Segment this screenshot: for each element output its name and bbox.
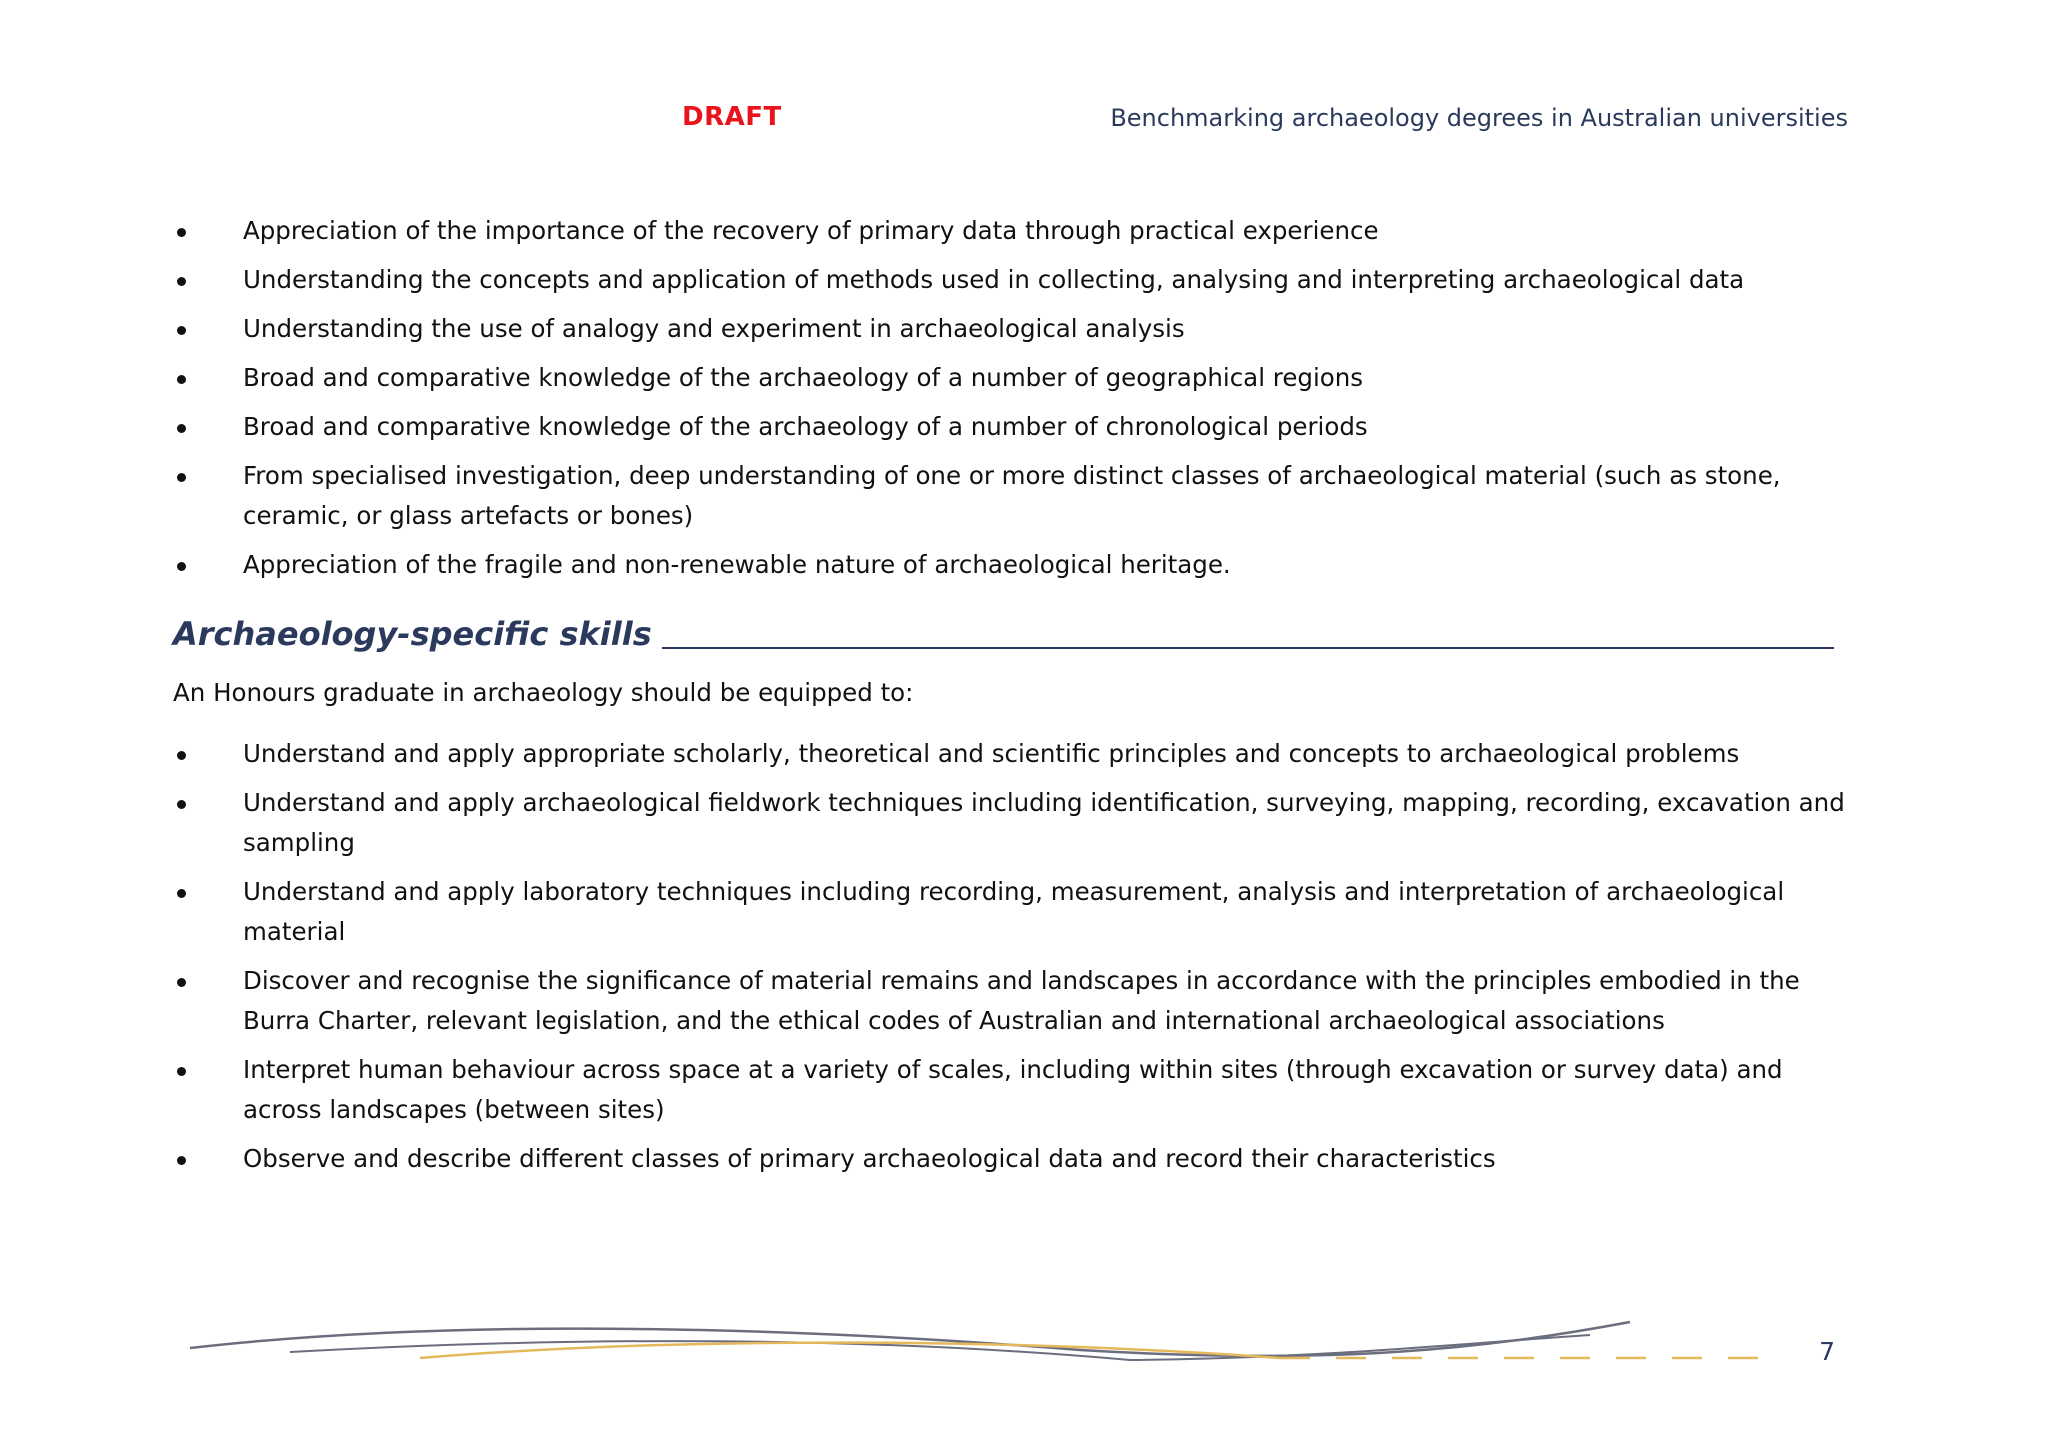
list-item-text: Understanding the use of analogy and experiment in archaeological analysis (243, 314, 1185, 343)
bullet-icon (177, 751, 186, 760)
list-item (173, 456, 1853, 536)
section-heading (173, 612, 1834, 656)
list-item (173, 545, 1853, 585)
swoosh-line-gray-2 (290, 1335, 1590, 1360)
bullet-icon (177, 978, 186, 987)
list-item (173, 1139, 1853, 1179)
bullet-icon (177, 562, 186, 571)
list-item (173, 211, 1853, 251)
list-item-text: Appreciation of the importance of the recovery of primary data through practical experience (243, 216, 1379, 245)
list-item-text: Understanding the concepts and application of methods used in collecting, analysing and interpreting archaeological data (243, 265, 1745, 294)
list-item (173, 961, 1853, 1041)
swoosh-line-gray-1 (190, 1322, 1630, 1356)
knowledge-list (173, 211, 1853, 594)
draft-label: DRAFT (682, 102, 782, 132)
list-item-text: Understand and apply archaeological fieldwork techniques including identification, surveying, mapping, recording, excavation and sampling (243, 788, 1845, 857)
section-intro: An Honours graduate in archaeology should be equipped to: (173, 678, 914, 707)
list-item (173, 309, 1853, 349)
bullet-icon (177, 1156, 186, 1165)
list-item (173, 872, 1853, 952)
page-number: 7 (1819, 1337, 1835, 1366)
list-item (173, 734, 1853, 774)
list-item-text: Understand and apply appropriate scholarly, theoretical and scientific principles and concepts to archaeological problems (243, 739, 1740, 768)
skills-list (173, 734, 1853, 1188)
bullet-icon (177, 277, 186, 286)
bullet-icon (177, 326, 186, 335)
bullet-icon (177, 228, 186, 237)
list-item (173, 407, 1853, 447)
bullet-icon (177, 1067, 186, 1076)
list-item-text: Broad and comparative knowledge of the archaeology of a number of geographical regions (243, 363, 1364, 392)
list-item-text: Appreciation of the fragile and non-renewable nature of archaeological heritage. (243, 550, 1231, 579)
list-item (173, 1050, 1853, 1130)
list-item-text: Broad and comparative knowledge of the archaeology of a number of chronological periods (243, 412, 1368, 441)
list-item-text: Discover and recognise the significance of material remains and landscapes in accordance with the principles embodied in the Burra Charter, relevant legislation, and the ethical codes of Australian and international archaeological associations (243, 966, 1800, 1035)
list-item-text: Understand and apply laboratory techniques including recording, measurement, analysis and interpretation of archaeological material (243, 877, 1785, 946)
bullet-icon (177, 424, 186, 433)
running-title: Benchmarking archaeology degrees in Australian universities (1110, 104, 1848, 132)
list-item (173, 260, 1853, 300)
list-item-text: From specialised investigation, deep understanding of one or more distinct classes of archaeological material (such as stone, ceramic, or glass artefacts or bones) (243, 461, 1781, 530)
bullet-icon (177, 375, 186, 384)
list-item (173, 358, 1853, 398)
swoosh-line-gold (420, 1343, 1280, 1358)
section-heading-text: Archaeology-specific skills (173, 615, 652, 653)
heading-rule (662, 647, 1834, 649)
list-item (173, 783, 1853, 863)
footer-swoosh-decoration (180, 1300, 1780, 1380)
bullet-icon (177, 473, 186, 482)
list-item-text: Interpret human behaviour across space at a variety of scales, including within sites (through excavation or survey data) and across landscapes (between sites) (243, 1055, 1783, 1124)
list-item-text: Observe and describe different classes of primary archaeological data and record their characteristics (243, 1144, 1496, 1173)
bullet-icon (177, 800, 186, 809)
bullet-icon (177, 889, 186, 898)
